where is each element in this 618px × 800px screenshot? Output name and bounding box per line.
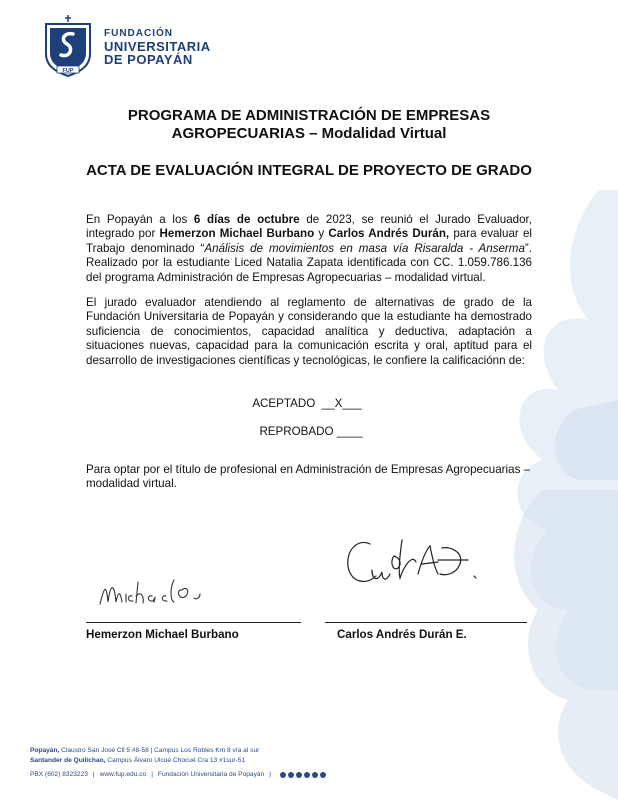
signer-2-name: Carlos Andrés Durán E. — [337, 628, 467, 641]
p1-text-5: ”. Realizado por la estudiante Liced Natalia Zapata identificada con CC. 1.059.786.136 del programa Administración de Empresas Agropecuarias – modalidad virtual. — [86, 241, 532, 284]
logo-line-2: UNIVERSITARIA — [104, 38, 211, 54]
juror-2-name: Carlos Andrés Durán, — [328, 227, 450, 241]
signer-1-name: Hemerzon Michael Burbano — [86, 628, 239, 641]
footer-line-1 — [30, 746, 328, 756]
footer-city-2: Santander de Quilichao, — [30, 757, 106, 764]
footer-line-2 — [30, 756, 328, 766]
social-icons — [280, 772, 328, 778]
p1-text-1: En Popayán a los — [86, 213, 194, 226]
logo-wordmark — [104, 27, 211, 66]
footer-pbx: PBX (602) 8323223 — [30, 771, 88, 778]
footer — [30, 746, 328, 780]
logo-badge-text: FUP — [62, 68, 74, 74]
juror-1-signature — [96, 568, 236, 616]
meeting-paragraph — [86, 213, 532, 285]
program-title: PROGRAMA DE ADMINISTRACIÓN DE EMPRESAS AGROPECUARIAS – Modalidad Virtual — [127, 107, 491, 142]
footer-address-2: Campus Álvaro Ulcué Chocué Cra 13 #1sur-51 — [105, 757, 246, 764]
rejected-grade: REPROBADO ____ — [259, 425, 363, 438]
accepted-grade: ACEPTADO __X___ — [252, 397, 362, 410]
juror-1-name: Hemerzon Michael Burbano — [159, 227, 315, 241]
university-logo-icon — [40, 14, 96, 78]
footer-website-link[interactable]: www.fup.edu.co — [99, 771, 147, 778]
footer-institution-name: Fundación Universitaria de Popayán — [157, 771, 265, 778]
logo-line-1: FUNDACIÓN — [104, 27, 173, 39]
p1-text-4: para evaluar el Trabajo denominado “ — [86, 227, 532, 255]
degree-paragraph: Para optar por el título de profesional en Administración de Empresas Agropecuarias – modalidad virtual. — [86, 463, 531, 491]
logo-line-3: DE POPAYÁN — [104, 51, 193, 67]
p1-text-2: de 2023, se reunió el Jurado Evaluador, integrado por — [86, 213, 532, 241]
signature-line-1 — [86, 622, 301, 623]
institution-header — [40, 14, 211, 78]
footer-city-1: Popayán, — [30, 747, 60, 754]
youtube-icon[interactable] — [304, 772, 310, 778]
acta-title: ACTA DE EVALUACIÓN INTEGRAL DE PROYECTO DE GRADO — [86, 162, 532, 179]
instagram-icon[interactable] — [288, 772, 294, 778]
footer-address-1: Claustro San José Cll 5 #8-58 | Campus Los Robles Km 8 vía al sur — [59, 747, 260, 754]
signature-line-2 — [325, 622, 527, 623]
twitter-icon[interactable] — [296, 772, 302, 778]
project-title: Análisis de movimientos en masa vía Risaralda - Anserma — [204, 241, 525, 255]
p1-text-3: y — [314, 227, 329, 241]
linkedin-icon[interactable] — [312, 772, 318, 778]
tiktok-icon[interactable] — [320, 772, 326, 778]
meeting-date: 6 días de octubre — [193, 213, 300, 226]
facebook-icon[interactable] — [280, 772, 286, 778]
footer-line-3: PBX (602) 8323223 | www.fup.edu.co | Fundación Universitaria de Popayán | — [30, 770, 328, 780]
evaluation-paragraph: El jurado evaluador atendiendo al reglamento de alternativas de grado de la Fundación Universitaria de Popayán y considerando que la estudiante ha demostrado suficiencia de conocimientos, capacidad analítica y deductiva, adaptación a situaciones nuevas, capacidad para la comunicación escrita y oral, aptitud para el desarrollo de investigaciones científicas y tecnológicas, le confiere la calificaciónn de: — [86, 296, 532, 367]
juror-2-signature — [342, 530, 482, 600]
